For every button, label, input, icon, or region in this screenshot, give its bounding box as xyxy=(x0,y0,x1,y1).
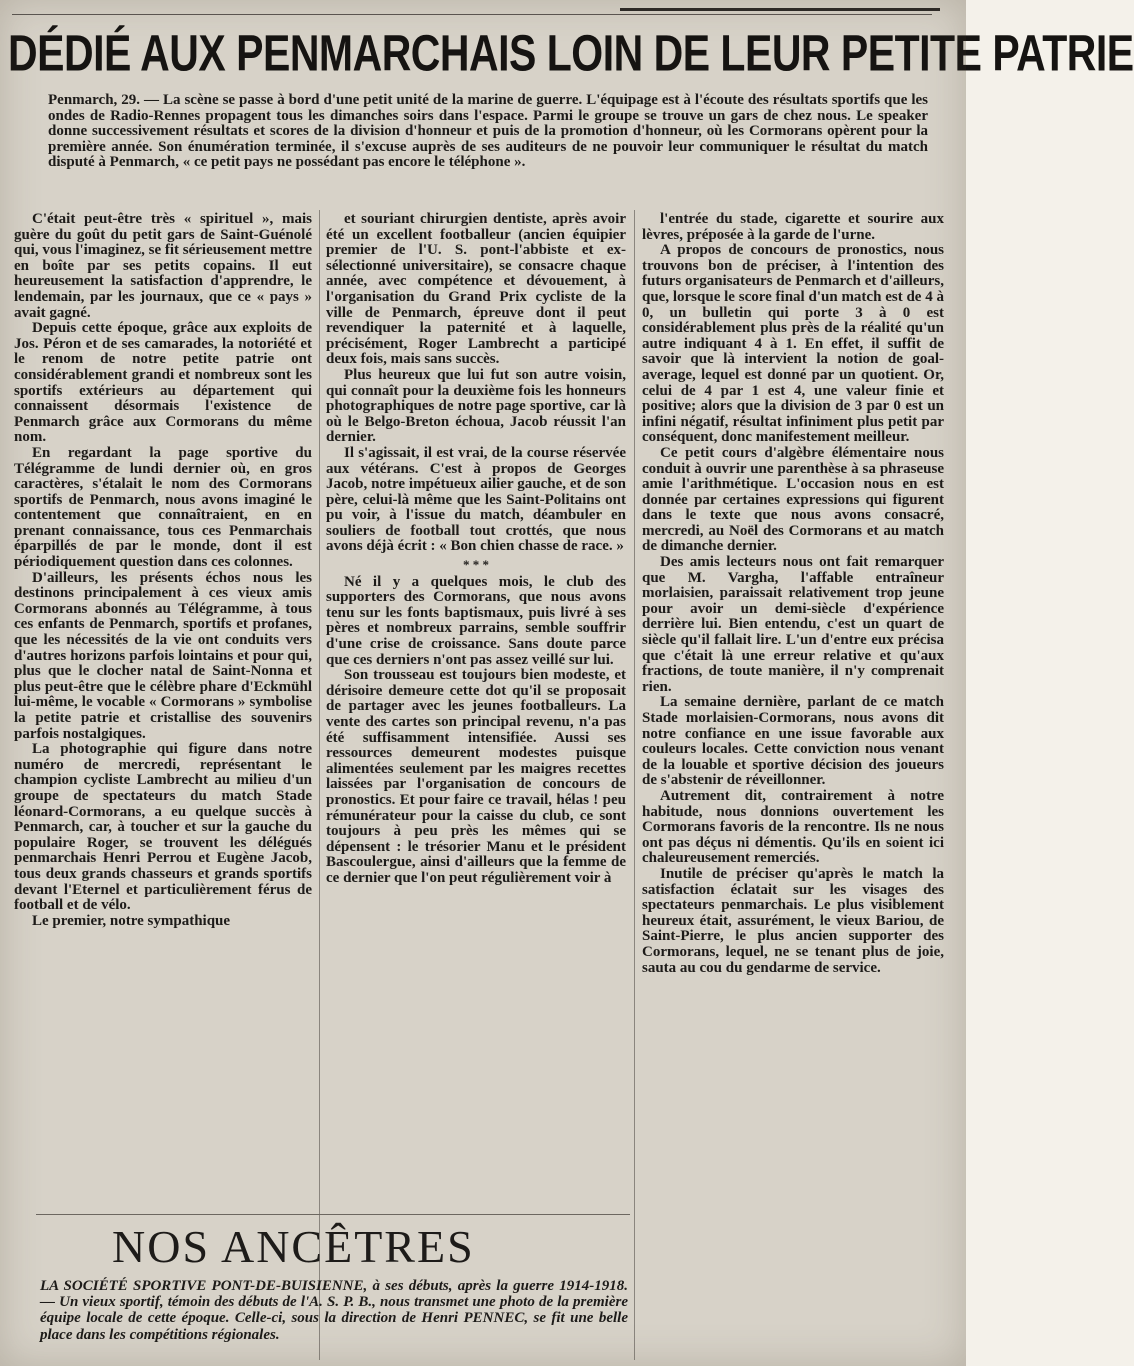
paragraph: Depuis cette époque, grâce aux exploits de Jos. Péron et de ses camarades, la notoriété et le renom de notre petite patrie ont considérablement grandi et nombreux sont les sportifs extérieurs au département qui connaissent désormais l'existence de Penmarch grâce aux Cormorans du même nom. xyxy=(14,320,312,446)
paragraph: Ce petit cours d'algèbre élémentaire nous conduit à ouvrir une parenthèse à sa phraseuse amie l'arithmétique. L'occasion nous en est donnée par certaines expressions qui figurent dans le texte que nous avons consacré, mercredi, au Noël des Cormorans et au match de dimanche dernier. xyxy=(642,444,944,555)
paragraph: Inutile de préciser qu'après le match la satisfaction éclatait sur les visages des spectateurs penmarchais. Le plus visiblement heureux était, assurément, le vieux Bariou, de Saint-Pierre, le plus ancien supporter des Cormorans, lequel, ne se tenant plus de joie, sauta au cou du gendarme de service. xyxy=(642,865,944,976)
paragraph: Autrement dit, contrairement à notre habitude, nous donnions ouvertement les Cormorans favoris de la rencontre. Ils ne nous ont pas déçus ni démentis. Qu'ils en soient ici chaleureusement remerciés. xyxy=(642,787,944,867)
article-column-1 xyxy=(14,212,312,929)
headline: DÉDIÉ AUX PENMARCHAIS LOIN DE LEUR PETITE PATRIE xyxy=(8,24,1134,82)
paragraph: Il s'agissait, il est vrai, de la course réservée aux vétérans. C'est à propos de Georges Jacob, notre impétueux ailier gauche, et de son père, celui-là même que les Saint-Politains ont pu voir, à l'issue du match, déambuler en souliers de football tout crottés, que nous avons déjà écrit : « Bon chien chasse de race. » xyxy=(326,444,626,555)
column-divider xyxy=(634,210,635,1360)
intro-paragraph: Penmarch, 29. — La scène se passe à bord d'une petit unité de la marine de guerre. L'équipage est à l'écoute des résultats sportifs que les ondes de Radio-Rennes propagent tous les dimanches soirs dans l'espace. Parmi le groupe se trouve un gars de chez nous. Le speaker donne successivement résultats et scores de la division d'honneur et puis de la promotion d'honneur, où les Cormorans opèrent pour la première année. Son énumération terminée, il s'excuse auprès de ses auditeurs de ne pouvoir leur communiquer le résultat du match disputé à Penmarch, « ce petit pays ne possédant pas encore le téléphone ». xyxy=(48,92,928,171)
top-rule xyxy=(620,8,940,11)
box-title: NOS ANCÊTRES xyxy=(112,1221,475,1272)
paragraph: C'était peut-être très « spirituel », mais guère du goût du petit gars de Saint-Guénolé qui, vous l'imaginez, se fit sérieusement mettre en boîte par ses petits copains. Il eut heureusement la satisfaction d'apprendre, le lendemain, par les journaux, que ce « pays » avait gagné. xyxy=(14,211,313,321)
paragraph: En regardant la page sportive du Télégramme de lundi dernier où, en gros caractères, s'étalait le nom des Cormorans sportifs de Penmarch, nous avons imaginé le contentement que connaîtraient, en en prenant connaissance, tous ces Penmarchais éparpillés de par le monde, dont il est périodiquement question dans ces colonnes. xyxy=(14,444,312,571)
paragraph: Né il y a quelques mois, le club des supporters des Cormorans, que nous avons tenu sur les fonts baptismaux, puis livré à ses pères et nombreux parrains, semble souffrir d'une crise de croissance. Sans doute parce que ces derniers n'ont pas assez veillé sur lui. xyxy=(326,573,626,668)
column-divider xyxy=(319,210,320,1360)
header-rule xyxy=(12,14,932,15)
article-column-2 xyxy=(326,212,626,887)
paragraph: et souriant chirurgien dentiste, après avoir été un excellent footballeur (ancien équipier premier de l'U. S. pont-l'abbiste et ex-sélectionné universitaire), se consacre chaque année, avec compétence et dévouement, à l'organisation du Grand Prix cycliste de la ville de Penmarch, épreuve dont il peut revendiquer la paternité et à laquelle, précisément, Roger Lambrecht a participé deux fois, mais sans succès. xyxy=(326,211,626,368)
paragraph: l'entrée du stade, cigarette et sourire aux lèvres, préposée à la garde de l'urne. xyxy=(642,211,944,243)
box-rule xyxy=(36,1214,630,1215)
article-column-3 xyxy=(642,212,944,976)
box-caption: LA SOCIÉTÉ SPORTIVE PONT-DE-BUISIENNE, à ses débuts, après la guerre 1914-1918. — Un vieux sportif, témoin des débuts de l'A. S. P. B., nous transmet une photo de la première équipe locale de cette époque. Celle-ci, sous la direction de Henri PENNEC, se fit une belle place dans les compétitions régionales. xyxy=(40,1278,628,1343)
paragraph: D'ailleurs, les présents échos nous les destinons principalement à ces vieux amis Cormorans abonnés au Télégramme, à tous ces enfants de Penmarch, sportifs et profanes, que les nécessités de la vie ont conduits vers d'autres horizons parfois lointains et pour qui, plus que le clocher natal de Saint-Nonna et plus peut-être que le célèbre phare d'Eckmühl lui-même, le vocable « Cormorans » symbolise la petite patrie et cristallise des souvenirs parfois nostalgiques. xyxy=(14,569,312,742)
section-separator: * * * xyxy=(463,557,489,573)
paragraph: Son trousseau est toujours bien modeste, et dérisoire demeure cette dot qu'il se proposait de partager avec les jeunes footballeurs. La vente des cartes son principal revenu, n'a pas été suffisamment intensifiée. Aussi ses ressources demeurent modestes puisque alimentées seulement par les maigres recettes laissées par l'organisation de concours de pronostics. Et pour faire ce travail, hélas ! peu rémunérateur pour la caisse du club, ce sont toujours à peu près les mêmes qui se dépensent : le trésorier Manu et le président Bascoulergue, ainsi d'ailleurs que la femme de ce dernier que l'on peut régulièrement voir à xyxy=(326,667,626,886)
paragraph: Plus heureux que lui fut son autre voisin, qui connaît pour la deuxième fois les honneurs photographiques de notre page sportive, car là où le Belgo-Breton échoua, Jacob réussit l'an dernier. xyxy=(326,366,626,446)
paragraph: A propos de concours de pronostics, nous trouvons bon de préciser, à l'intention des futurs organisateurs de Penmarch et d'ailleurs, que, lorsque le score final d'un match est de 4 à 0, un bulletin qui porte 3 à 0 est considérablement plus près de la réalité qu'un autre indiquant 4 à 1. En effet, il suffit de savoir que là intervient la notion de goal-average, lequel est donné par un quotient. Or, celui de 4 par 1 est 4, une valeur finie et positive; alors que la division de 3 par 0 est un infini négatif, résultat infiniment plus petit par conséquent, donc manifestement meilleur. xyxy=(642,242,944,446)
paragraph: Des amis lecteurs nous ont fait remarquer que M. Vargha, l'affable entraîneur morlaisien, paraissait relativement trop jeune pour avoir un demi-siècle d'expérience derrière lui. Bien entendu, c'est un quart de siècle qu'il fallait lire. L'un d'entre eux précisa que c'était là une erreur relative et qu'aux fractions, de toute manière, il n'y comprenait rien. xyxy=(642,554,944,695)
paragraph: La semaine dernière, parlant de ce match Stade morlaisien-Cormorans, nous avons dit notre confiance en une issue favorable aux couleurs locales. Cette conviction nous venant de la louable et sportive décision des joueurs de s'abstenir de réveillonner. xyxy=(642,694,944,789)
paragraph: Le premier, notre sympathique xyxy=(32,912,231,929)
paragraph: La photographie qui figure dans notre numéro de mercredi, représentant le champion cycliste Lambrecht au milieu d'un groupe de spectateurs du match Stade léonard-Cormorans, a eu quelque succès à Penmarch, car, à toucher et sur la gauche du populaire Roger, se trouvent les délégués penmarchais Henri Perrou et Eugène Jacob, tous deux grands chasseurs et grands sportifs devant l'Eternel et particulièrement férus de football et de vélo. xyxy=(14,741,312,914)
